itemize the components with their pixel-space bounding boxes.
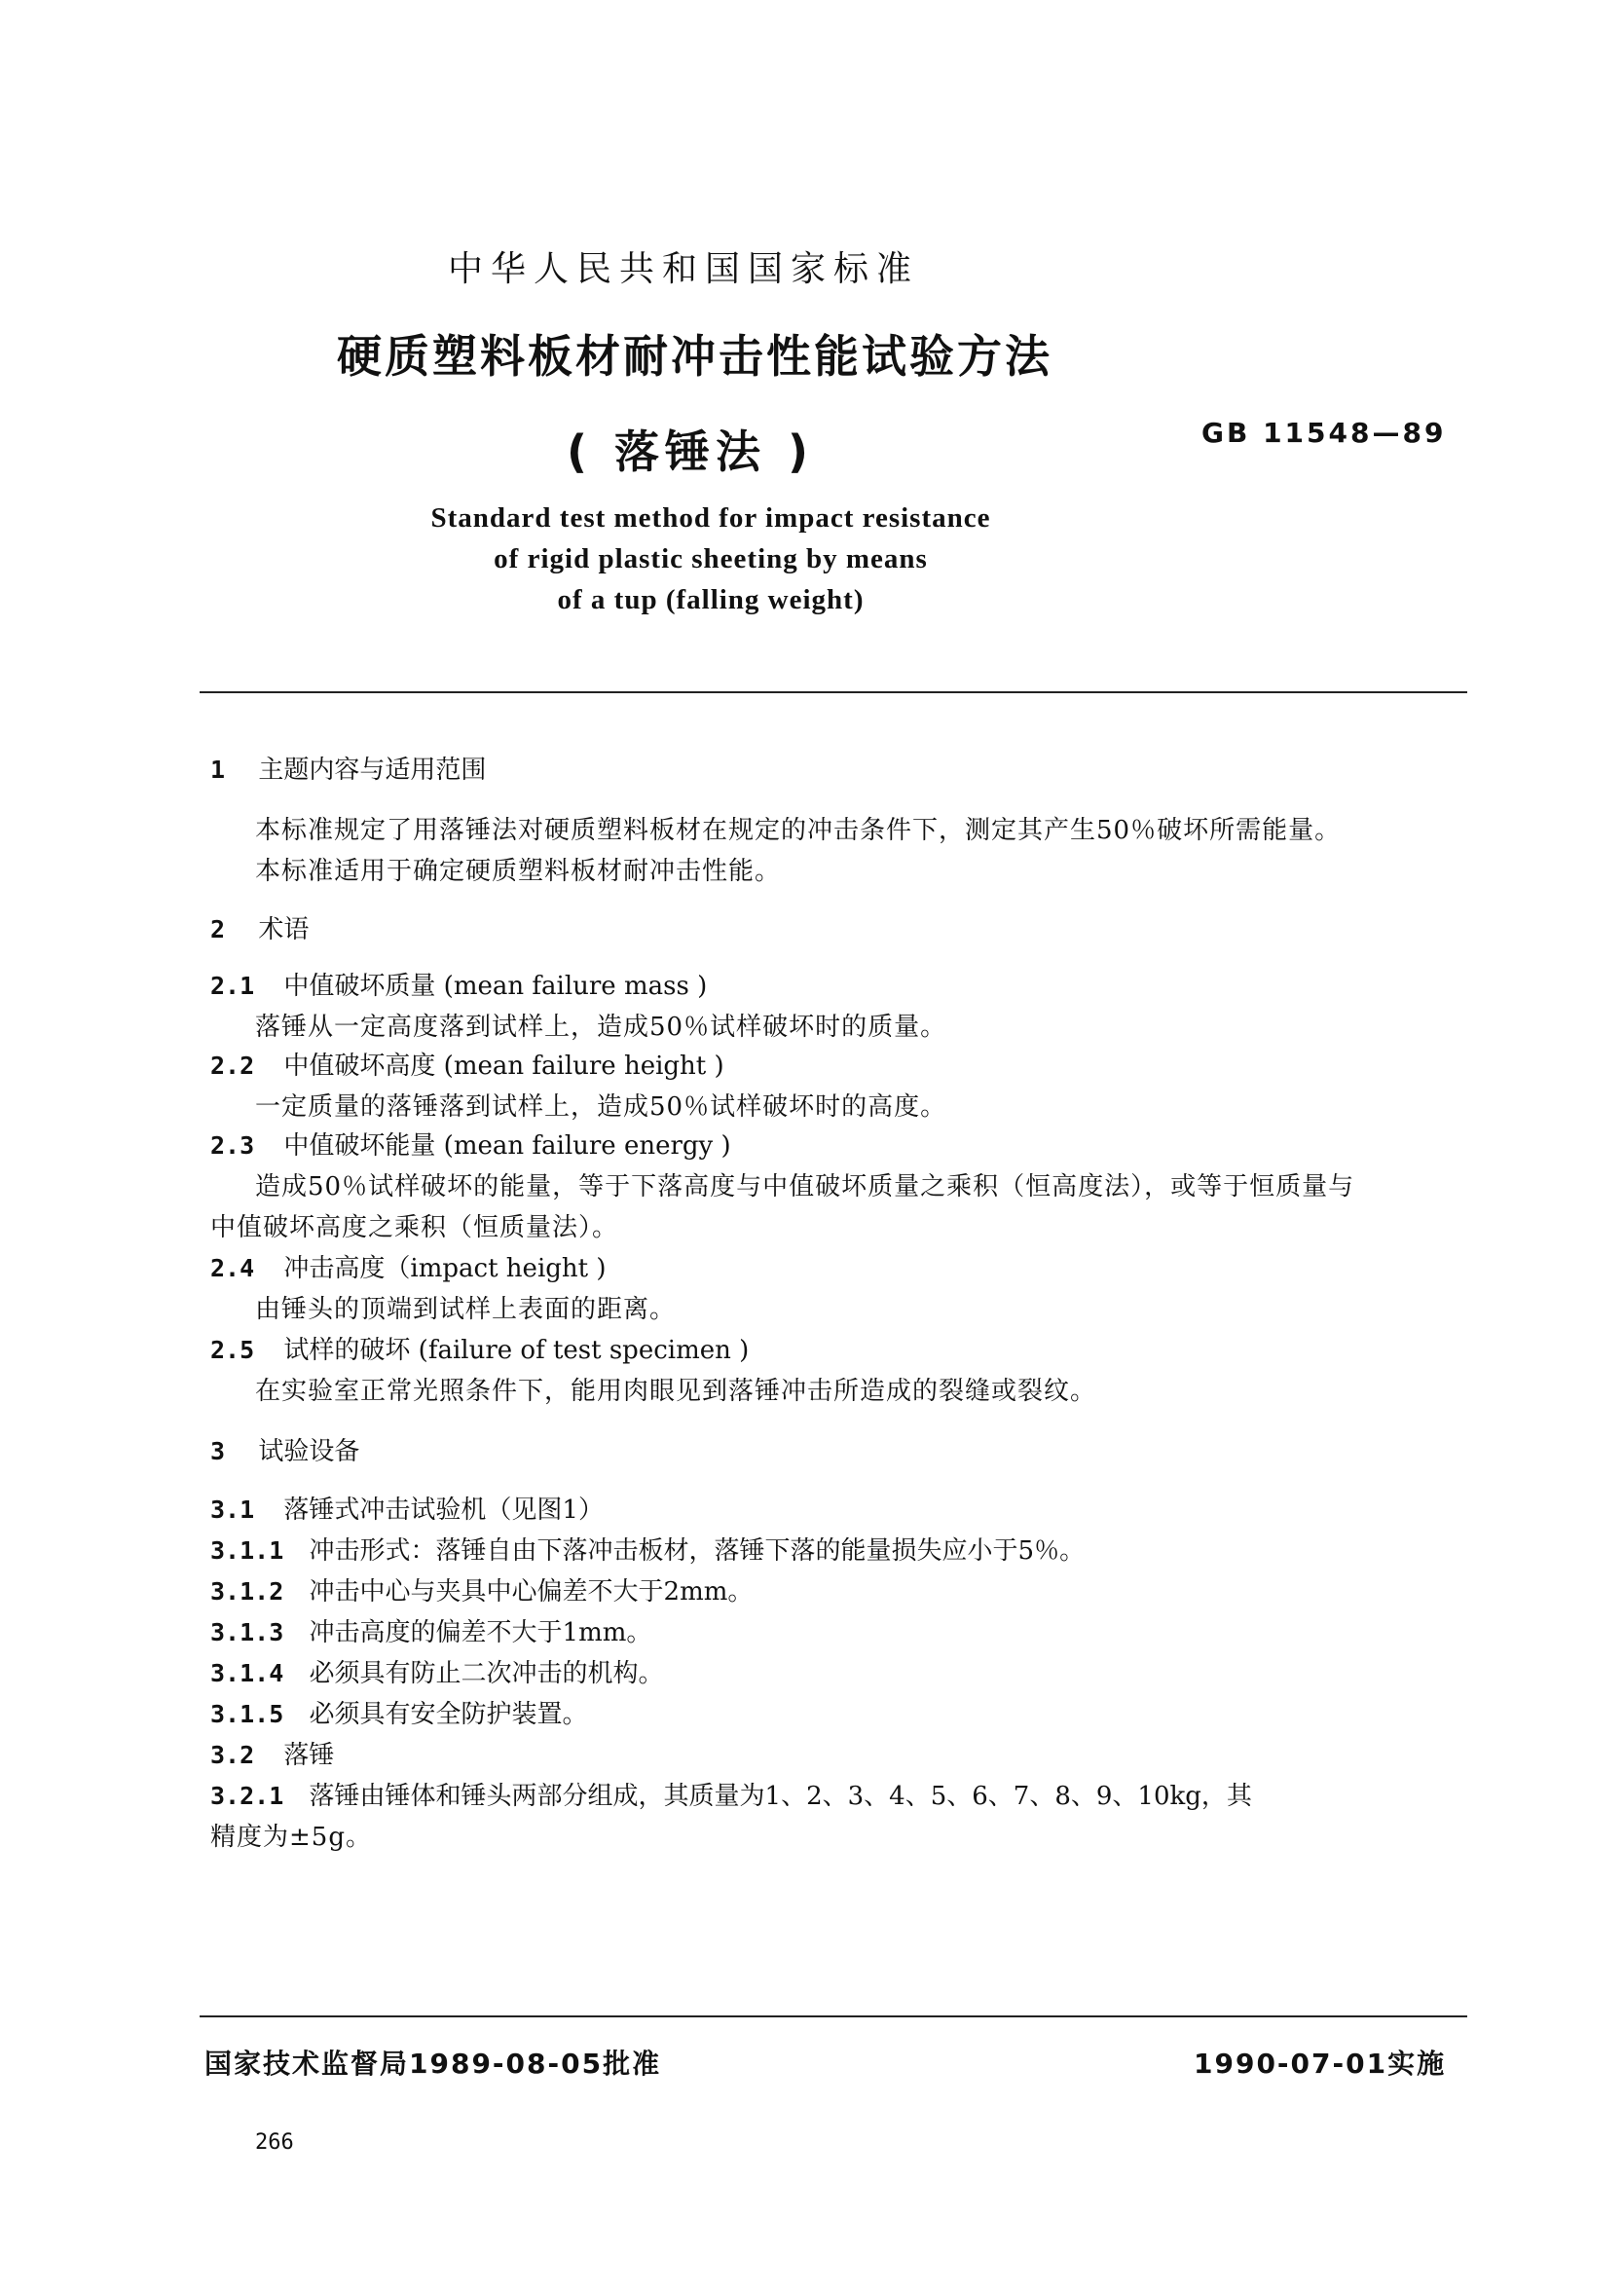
english-title-line-2: of rigid plastic sheeting by means — [494, 543, 928, 574]
english-title-line-3: of a tup (falling weight) — [557, 584, 865, 615]
term-2-3-definition-line-2: 中值破坏高度之乘积（恒质量法）。 — [210, 1213, 619, 1242]
document-title: 硬质塑料板材耐冲击性能试验方法 — [337, 330, 1052, 383]
section-3-heading: 3 试验设备 — [210, 1437, 360, 1466]
standard-code: GB 11548—89 — [1201, 417, 1447, 449]
page-number: 266 — [255, 2130, 294, 2155]
approval-line: 国家技术监督局1989-08-05批准 — [204, 2048, 662, 2080]
term-2-2: 2.2 中值破坏高度 (mean failure height ) — [210, 1052, 724, 1081]
header-divider — [200, 691, 1467, 693]
term-2-4: 2.4 冲击高度（impact height ) — [210, 1254, 607, 1283]
clause-3-1: 3.1 落锤式冲击试验机（见图1） — [210, 1496, 604, 1525]
footer-divider — [200, 2015, 1467, 2017]
clause-3-1-5: 3.1.5 必须具有安全防护装置。 — [210, 1700, 588, 1729]
national-standard-label: 中华人民共和国国家标准 — [448, 249, 920, 289]
section-1-heading: 1 主题内容与适用范围 — [210, 756, 487, 785]
effective-date: 1990-07-01实施 — [1194, 2048, 1447, 2080]
term-2-2-definition: 一定质量的落锤落到试样上，造成50％试样破坏时的高度。 — [255, 1092, 947, 1122]
term-2-1-definition: 落锤从一定高度落到试样上，造成50％试样破坏时的质量。 — [255, 1013, 947, 1042]
clause-3-1-1: 3.1.1 冲击形式：落锤自由下落冲击板材，落锤下落的能量损失应小于5％。 — [210, 1536, 1086, 1566]
clause-3-2: 3.2 落锤 — [210, 1741, 335, 1770]
clause-3-1-4: 3.1.4 必须具有防止二次冲击的机构。 — [210, 1659, 664, 1688]
term-2-3: 2.3 中值破坏能量 (mean failure energy ) — [210, 1131, 731, 1161]
section-2-heading: 2 术语 — [210, 915, 310, 944]
term-2-4-definition: 由锤头的顶端到试样上表面的距离。 — [255, 1295, 677, 1324]
clause-3-2-1: 3.2.1 落锤由锤体和锤头两部分组成，其质量为1、2、3、4、5、6、7、8、9、10kg，其 — [210, 1782, 1252, 1811]
term-2-5: 2.5 试样的破坏 (failure of test specimen ) — [210, 1336, 750, 1365]
term-2-5-definition: 在实验室正常光照条件下，能用肉眼见到落锤冲击所造成的裂缝或裂纹。 — [255, 1377, 1097, 1406]
section-1-paragraph-2: 本标准适用于确定硬质塑料板材耐冲击性能。 — [255, 857, 782, 886]
english-title-line-1: Standard test method for impact resistance — [430, 502, 991, 534]
clause-3-1-2: 3.1.2 冲击中心与夹具中心偏差不大于2mm。 — [210, 1577, 754, 1607]
document-subtitle: ( 落锤法 ) — [567, 425, 815, 478]
term-2-1: 2.1 中值破坏质量 (mean failure mass ) — [210, 972, 708, 1001]
section-1-paragraph-1: 本标准规定了用落锤法对硬质塑料板材在规定的冲击条件下，测定其产生50％破坏所需能量。 — [255, 816, 1342, 845]
term-2-3-definition-line-1: 造成50％试样破坏的能量，等于下落高度与中值破坏质量之乘积（恒高度法），或等于恒质量与 — [255, 1172, 1355, 1201]
clause-3-2-1-line-2: 精度为±5g。 — [210, 1823, 372, 1852]
clause-3-1-3: 3.1.3 冲击高度的偏差不大于1mm。 — [210, 1618, 652, 1647]
